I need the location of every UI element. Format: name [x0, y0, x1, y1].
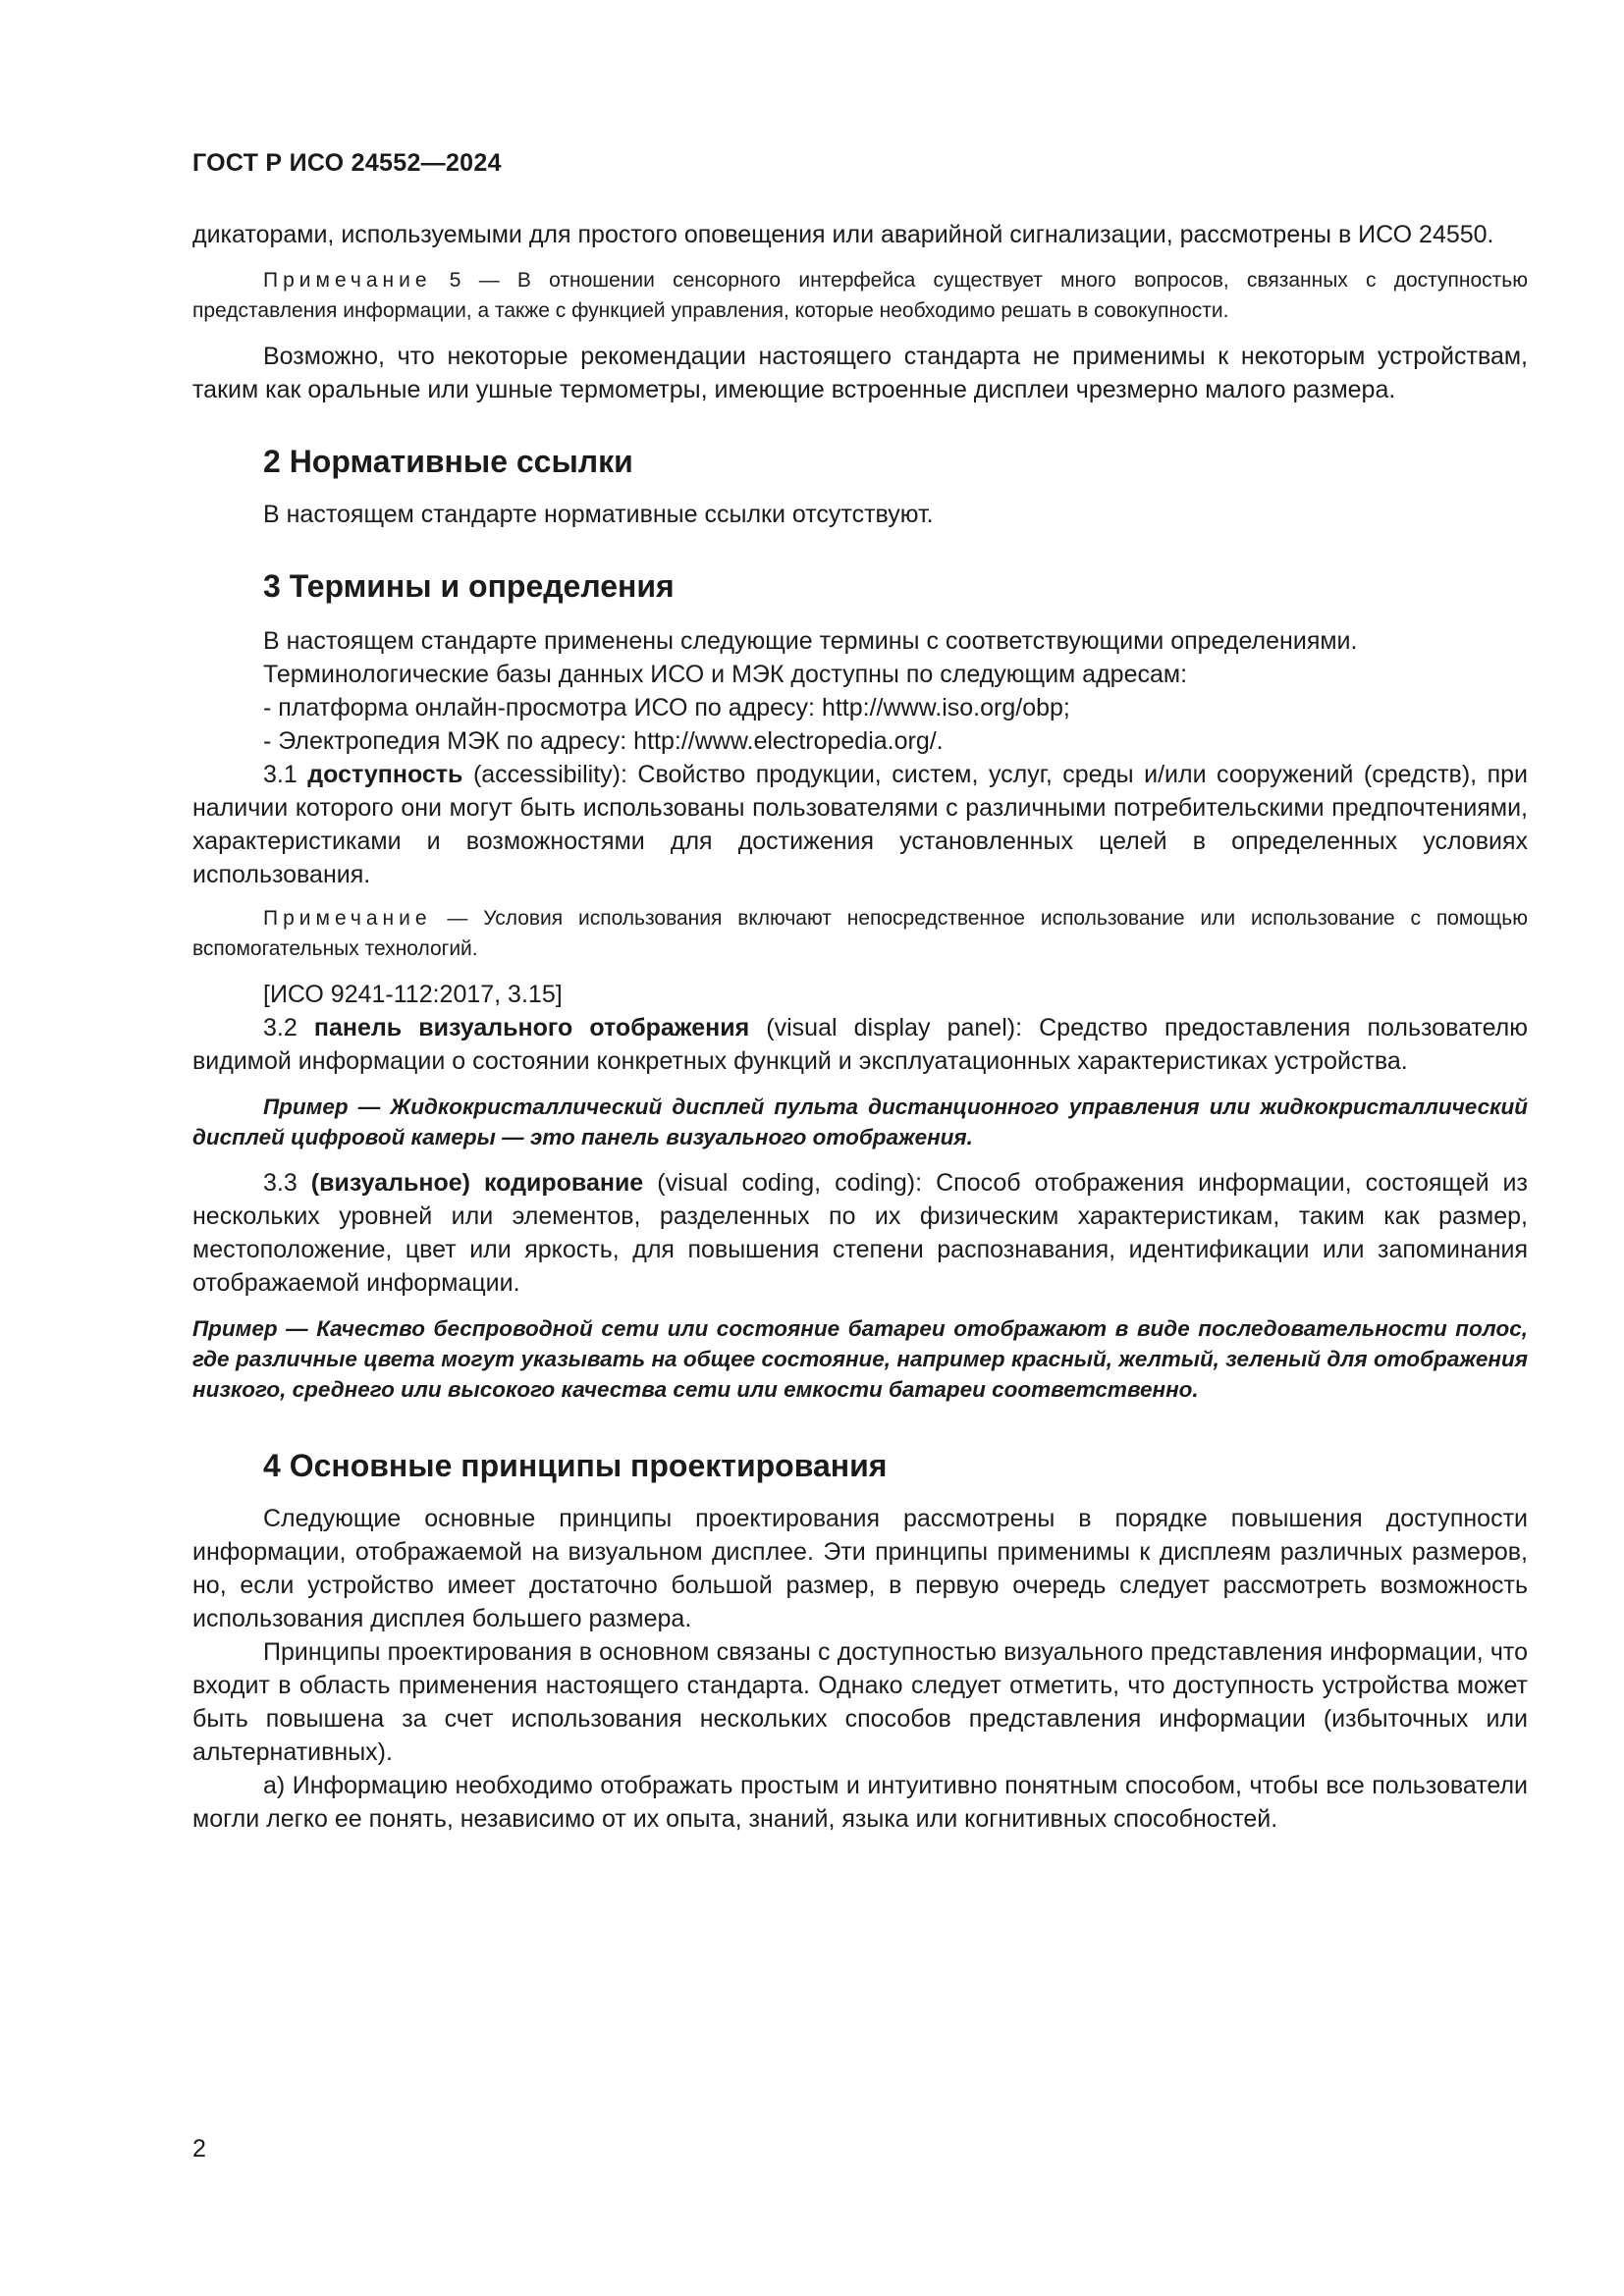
- section-3-intro-2: Терминологические базы данных ИСО и МЭК доступны по следующим адресам:: [263, 661, 1188, 688]
- term-3-2-number: 3.2: [263, 1014, 314, 1041]
- intro-paragraph-1: дикаторами, используемыми для простого оповещения или аварийной сигнализации, рассмотрены в ИСО 24550.: [192, 221, 1494, 248]
- note-5-label: Примечание: [263, 269, 432, 292]
- page-content: [192, 218, 1528, 1836]
- section-3-title: 3 Термины и определения: [263, 568, 675, 604]
- term-3-3-number: 3.3: [263, 1169, 311, 1197]
- term-3-1-note-label: Примечание: [263, 907, 432, 930]
- section-4-item-a: а) Информацию необходимо отображать простым и интуитивно понятным способом, чтобы все пользователи могли легко ее понять, независимо от их опыта, знаний, языка или когнитивных способностей.: [192, 1772, 1528, 1833]
- section-2-title: 2 Нормативные ссылки: [263, 444, 633, 479]
- term-3-1: [192, 758, 1528, 891]
- section-2-text: В настоящем стандарте нормативные ссылки отсутствуют.: [263, 501, 934, 528]
- list-item-iso-obp: - платформа онлайн-просмотра ИСО по адресу: http://www.iso.org/obp;: [263, 694, 1070, 721]
- term-3-3-name: (визуальное) кодирование: [310, 1169, 644, 1197]
- term-3-2: [192, 1011, 1528, 1078]
- term-3-1-source: [ИСО 9241-112:2017, 3.15]: [263, 981, 563, 1008]
- list-item-electropedia: - Электропедия МЭК по адресу: http://www.electropedia.org/.: [263, 727, 944, 755]
- term-3-2-definition: (visual display panel): Средство предоставления пользователю видимой информации о состоянии конкретных функций и эксплуатационных характеристиках устройства.: [192, 1014, 1529, 1075]
- section-3-intro-1: В настоящем стандарте применены следующие термины с соответствующими определениями.: [263, 627, 1358, 655]
- term-3-1-note: [192, 903, 1528, 964]
- term-3-1-note-text: — Условия использования включают непосредственное использование или использование с помощью вспомогательных технологий.: [192, 907, 1528, 960]
- page-number: 2: [192, 2135, 206, 2163]
- section-4-paragraph-1: Следующие основные принципы проектирования рассмотрены в порядке повышения доступности информации, отображаемой на визуальном дисплее. Эти принципы применимы к дисплеям различных размеров, но, если устройство имеет достаточно большой размер, в первую очередь следует рассмотреть возможность использования дисплея большего размера.: [192, 1505, 1528, 1632]
- section-4-title: 4 Основные принципы проектирования: [263, 1448, 888, 1483]
- document-header: ГОСТ Р ИСО 24552—2024: [192, 149, 502, 177]
- intro-paragraph-2: Возможно, что некоторые рекомендации настоящего стандарта не применимы к некоторым устройствам, таким как оральные или ушные термометры, имеющие встроенные дисплеи чрезмерно малого размера.: [192, 343, 1528, 403]
- example-3-2: Пример — Жидкокристаллический дисплей пульта дистанционного управления или жидкокристаллический дисплей цифровой камеры — это панель визуального отображения.: [192, 1095, 1528, 1149]
- term-3-3: [192, 1166, 1528, 1300]
- term-3-2-name: панель визуального отображения: [313, 1014, 750, 1041]
- term-3-3-definition: (visual coding, coding): Способ отображения информации, состоящей из нескольких уровней или элементов, разделенных по их физическим характеристикам, таким как размер, местоположение, цвет или яркость, для повышения степени распознавания, идентификации или запоминания отображаемой информации.: [192, 1169, 1528, 1297]
- note-5-text: 5 — В отношении сенсорного интерфейса существует много вопросов, связанных с доступностью представления информации, а также с функцией управления, которые необходимо решать в совокупности.: [192, 269, 1528, 322]
- term-3-1-definition: (accessibility): Свойство продукции, систем, услуг, среды и/или сооружений (средств), при наличии которого они могут быть использованы пользователями с различными потребительскими предпочтениями, характеристиками и возможностями для достижения установленных целей в определенных условиях использования.: [192, 761, 1529, 888]
- term-3-1-number: 3.1: [263, 761, 308, 788]
- note-5: [192, 265, 1528, 326]
- example-3-3: Пример — Качество беспроводной сети или состояние батареи отображают в виде последовательности полос, где различные цвета могут указывать на общее состояние, например красный, желтый, зеленый для отображения низкого, среднего или высокого качества сети или емкости батареи соответственно.: [192, 1316, 1528, 1402]
- section-4-paragraph-2: Принципы проектирования в основном связаны с доступностью визуального представления информации, что входит в область применения настоящего стандарта. Однако следует отметить, что доступность устройства может быть повышена за счет использования нескольких способов представления информации (избыточных или альтернативных).: [192, 1638, 1528, 1766]
- term-3-1-name: доступность: [307, 761, 463, 788]
